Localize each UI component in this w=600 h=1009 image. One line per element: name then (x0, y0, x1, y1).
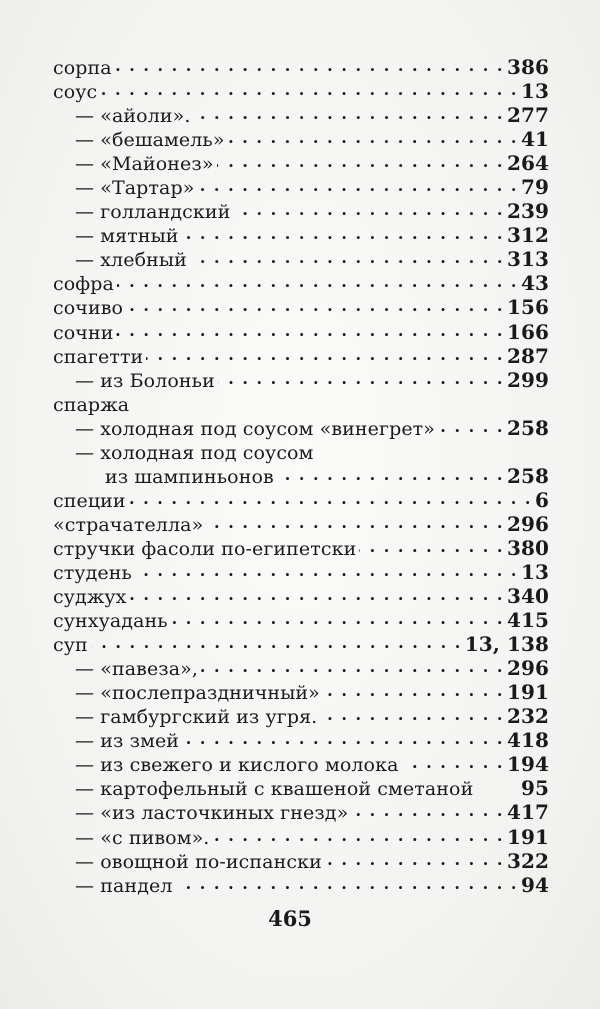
index-subentry (53, 752, 549, 776)
entry-page: 264 (506, 151, 549, 176)
entry-term: — из змей (75, 730, 180, 753)
entry-page: 156 (506, 295, 549, 320)
entry-page: 13, 138 (464, 632, 549, 657)
entry-page: 13 (520, 559, 549, 584)
index-list (53, 55, 549, 897)
dot-leader (201, 656, 504, 675)
entry-term: — «павеза», (75, 658, 199, 681)
dot-leader (176, 873, 518, 892)
dot-leader (135, 560, 518, 579)
dot-leader (212, 825, 503, 844)
dot-leader (115, 55, 504, 74)
index-entry (53, 488, 549, 512)
entry-page: 299 (506, 367, 549, 392)
entry-term: — «послепраздничный» (75, 682, 320, 705)
entry-page: 194 (506, 752, 549, 777)
entry-page: 287 (506, 343, 549, 368)
entry-term: сорпа (53, 57, 112, 79)
dot-leader (130, 584, 504, 603)
entry-term: — «из ласточкиных гнезд» (75, 802, 349, 825)
entry-page: 296 (506, 511, 549, 536)
dot-leader (206, 512, 504, 531)
dot-leader (217, 151, 504, 170)
dot-leader (233, 199, 504, 218)
index-subentry (53, 825, 549, 849)
index-subentry (53, 849, 549, 873)
entry-term: — овощной по-испански (75, 850, 322, 873)
dot-leader (323, 680, 504, 699)
entry-page: 258 (506, 415, 549, 440)
dot-leader (316, 440, 546, 459)
index-entry (53, 344, 549, 368)
entry-page: 94 (520, 872, 549, 897)
entry-page: 41 (520, 127, 549, 152)
dot-leader (129, 488, 532, 507)
entry-term: спагетти (53, 345, 144, 368)
entry-term: специи (53, 489, 126, 512)
entry-page: 277 (506, 103, 549, 128)
dot-leader (182, 223, 504, 242)
dot-leader (402, 752, 504, 771)
index-subentry (53, 873, 549, 897)
index-subentry (53, 440, 549, 464)
dot-leader (117, 271, 518, 290)
index-entry (53, 560, 549, 584)
index-entry (53, 536, 549, 560)
index-subentry (53, 776, 549, 800)
entry-term: студень (53, 561, 132, 584)
entry-page: 386 (506, 55, 549, 79)
index-subentry (53, 103, 549, 127)
dot-leader (182, 728, 504, 747)
entry-term: — холодная под соусом «винегрет» (75, 417, 436, 440)
entry-term: из шампиньонов (105, 465, 274, 488)
entry-term: — голландский (75, 201, 231, 224)
entry-page: 417 (506, 800, 549, 825)
entry-page: 166 (506, 319, 549, 344)
index-entry (53, 320, 549, 344)
entry-page: 79 (520, 175, 549, 200)
index-entry (53, 79, 549, 103)
index-entry (53, 608, 549, 632)
entry-page: 296 (506, 656, 549, 681)
dot-leader (277, 464, 504, 483)
index-entry (53, 271, 549, 295)
entry-term: — пандел (75, 874, 173, 897)
entry-term: спаржа (53, 393, 130, 416)
index-subentry (53, 223, 549, 247)
entry-page: 313 (506, 247, 549, 272)
dot-leader (359, 536, 504, 555)
entry-page: 191 (506, 680, 549, 705)
dot-leader (218, 368, 504, 387)
entry-term: — хлебный (75, 249, 187, 272)
entry-page: 95 (520, 776, 549, 801)
entry-term: — картофельный с квашеной сметаной (75, 778, 474, 801)
dot-leader (190, 247, 504, 266)
entry-page: 13 (520, 79, 549, 104)
entry-page: 418 (506, 728, 549, 753)
entry-term: — «Майонез» (75, 153, 214, 176)
entry-term: — холодная под соусом (75, 441, 314, 464)
entry-page: 43 (520, 271, 549, 296)
entry-page: 340 (506, 584, 549, 609)
dot-leader (116, 320, 503, 339)
dot-leader (228, 127, 518, 146)
entry-term: — «айоли». (75, 105, 191, 128)
index-subentry (53, 247, 549, 271)
dot-leader (194, 103, 504, 122)
index-subentry (53, 199, 549, 223)
entry-term: — «с пивом». (75, 826, 210, 849)
index-entry (53, 512, 549, 536)
entry-term: сунхуадань (53, 610, 168, 633)
entry-page: 258 (506, 463, 549, 488)
entry-term: стручки фасоли по-египетски (53, 537, 357, 560)
entry-term: — из свежего и кислого молока (75, 754, 399, 777)
dot-leader (100, 79, 518, 98)
entry-term: — мятный (75, 225, 179, 248)
dot-leader (197, 175, 518, 194)
entry-term: суджух (53, 586, 127, 609)
entry-page: 232 (506, 704, 549, 729)
entry-term: — «Тартар» (75, 177, 195, 200)
index-subentry-continuation (53, 464, 549, 488)
entry-term: «страчателла» (53, 513, 204, 536)
dot-leader (325, 849, 504, 868)
dot-leader (171, 608, 504, 627)
entry-term: сочиво (53, 297, 124, 320)
index-entry (53, 295, 549, 319)
entry-page: 191 (506, 824, 549, 849)
index-subentry (53, 800, 549, 824)
index-subentry (53, 175, 549, 199)
dot-leader (132, 392, 546, 411)
index-subentry (53, 680, 549, 704)
dot-leader (476, 776, 518, 795)
index-subentry (53, 151, 549, 175)
dot-leader (126, 295, 504, 314)
entry-page: 312 (506, 223, 549, 248)
page-number: 465 (268, 906, 312, 931)
dot-leader (91, 632, 462, 651)
dot-leader (438, 416, 504, 435)
index-subentry (53, 656, 549, 680)
index-subentry (53, 368, 549, 392)
entry-term: — из Болоньи (75, 369, 215, 392)
entry-term: — «бешамель» (75, 129, 225, 152)
entry-page: 239 (506, 199, 549, 224)
entry-term: соус (53, 81, 98, 104)
index-subentry (53, 728, 549, 752)
entry-term: сочни (53, 321, 114, 344)
dot-leader (351, 800, 504, 819)
index-entry (53, 584, 549, 608)
index-subentry (53, 127, 549, 151)
entry-page: 380 (506, 535, 549, 560)
entry-term: — гамбургский из угря. (75, 706, 318, 729)
dot-leader (146, 344, 504, 363)
entry-page: 322 (506, 848, 549, 873)
index-entry (53, 392, 549, 416)
dot-leader (320, 704, 504, 723)
index-subentry (53, 704, 549, 728)
entry-page: 6 (534, 487, 549, 512)
index-subentry (53, 416, 549, 440)
index-entry (53, 55, 549, 79)
entry-term: суп (53, 634, 88, 657)
index-entry (53, 632, 549, 656)
entry-page: 415 (506, 608, 549, 633)
entry-term: софра (53, 273, 114, 296)
